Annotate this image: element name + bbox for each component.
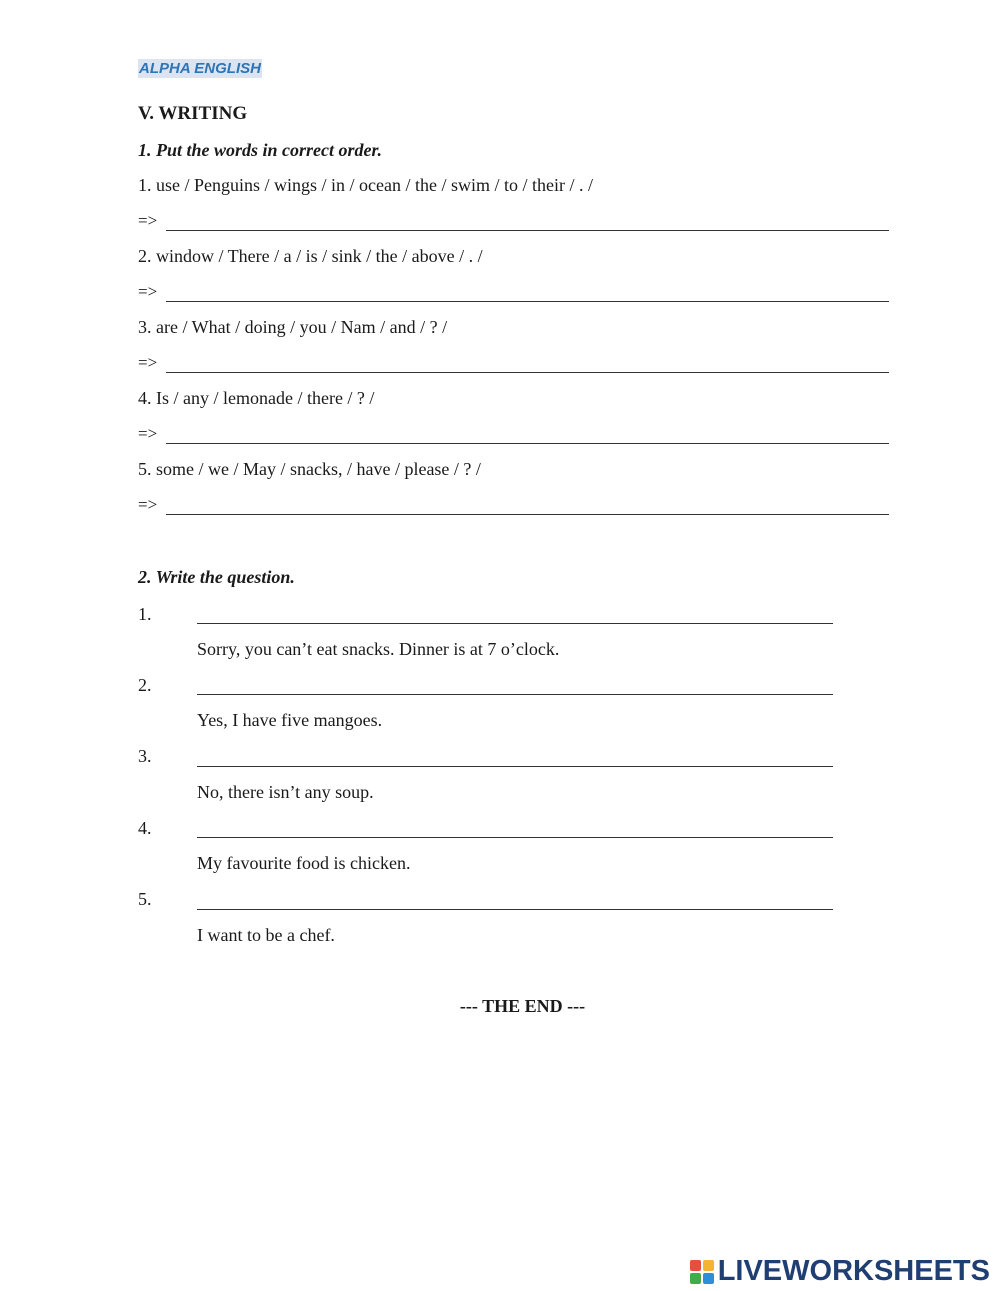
section-title: V. WRITING	[138, 103, 248, 124]
part1-answer-line-1[interactable]	[166, 230, 889, 231]
part1-answer-line-2[interactable]	[166, 301, 889, 302]
part2-question-line-4[interactable]	[197, 837, 833, 838]
part1-answer-line-4[interactable]	[166, 443, 889, 444]
part1-arrow-2: =>	[138, 282, 158, 301]
liveworksheets-logo-icon	[690, 1260, 714, 1284]
logo-square-1	[690, 1260, 701, 1271]
part2-num-2: 2.	[138, 675, 152, 695]
part2-question-line-1[interactable]	[197, 623, 833, 624]
part2-answer-4: My favourite food is chicken.	[197, 853, 411, 873]
part2-question-line-3[interactable]	[197, 766, 833, 767]
brand-label: ALPHA ENGLISH	[139, 60, 261, 77]
part1-item-2: 2. window / There / a / is / sink / the / above / . /	[138, 246, 483, 266]
part1-arrow-1: =>	[138, 211, 158, 230]
part1-item-3: 3. are / What / doing / you / Nam / and / ? /	[138, 317, 448, 337]
part2-instruction: 2. Write the question.	[138, 567, 295, 587]
part1-answer-line-3[interactable]	[166, 372, 889, 373]
logo-square-2	[703, 1260, 714, 1271]
the-end-label: --- THE END ---	[459, 996, 586, 1016]
part2-num-1: 1.	[138, 604, 152, 624]
part2-answer-2: Yes, I have five mangoes.	[197, 710, 383, 730]
part2-question-line-5[interactable]	[197, 909, 833, 910]
liveworksheets-logo	[690, 1255, 990, 1288]
part2-answer-3: No, there isn’t any soup.	[197, 782, 374, 802]
part1-answer-line-5[interactable]	[166, 514, 889, 515]
part2-question-line-2[interactable]	[197, 694, 833, 695]
logo-square-3	[690, 1273, 701, 1284]
part1-item-4: 4. Is / any / lemonade / there / ? /	[138, 388, 375, 408]
part1-item-1: 1. use / Penguins / wings / in / ocean / the / swim / to / their / . /	[138, 175, 593, 195]
part2-answer-5: I want to be a chef.	[197, 925, 335, 945]
part1-arrow-4: =>	[138, 424, 158, 443]
part1-instruction: 1. Put the words in correct order.	[138, 140, 383, 160]
liveworksheets-logo-text: LIVEWORKSHEETS	[717, 1255, 990, 1287]
part1-arrow-3: =>	[138, 353, 158, 372]
part2-answer-1: Sorry, you can’t eat snacks. Dinner is at 7 o’clock.	[197, 639, 560, 659]
logo-square-4	[703, 1273, 714, 1284]
part2-num-4: 4.	[138, 818, 152, 838]
part2-num-3: 3.	[138, 746, 152, 766]
part2-num-5: 5.	[138, 889, 152, 909]
part1-arrow-5: =>	[138, 495, 158, 514]
part1-item-5: 5. some / we / May / snacks, / have / please / ? /	[138, 459, 481, 479]
